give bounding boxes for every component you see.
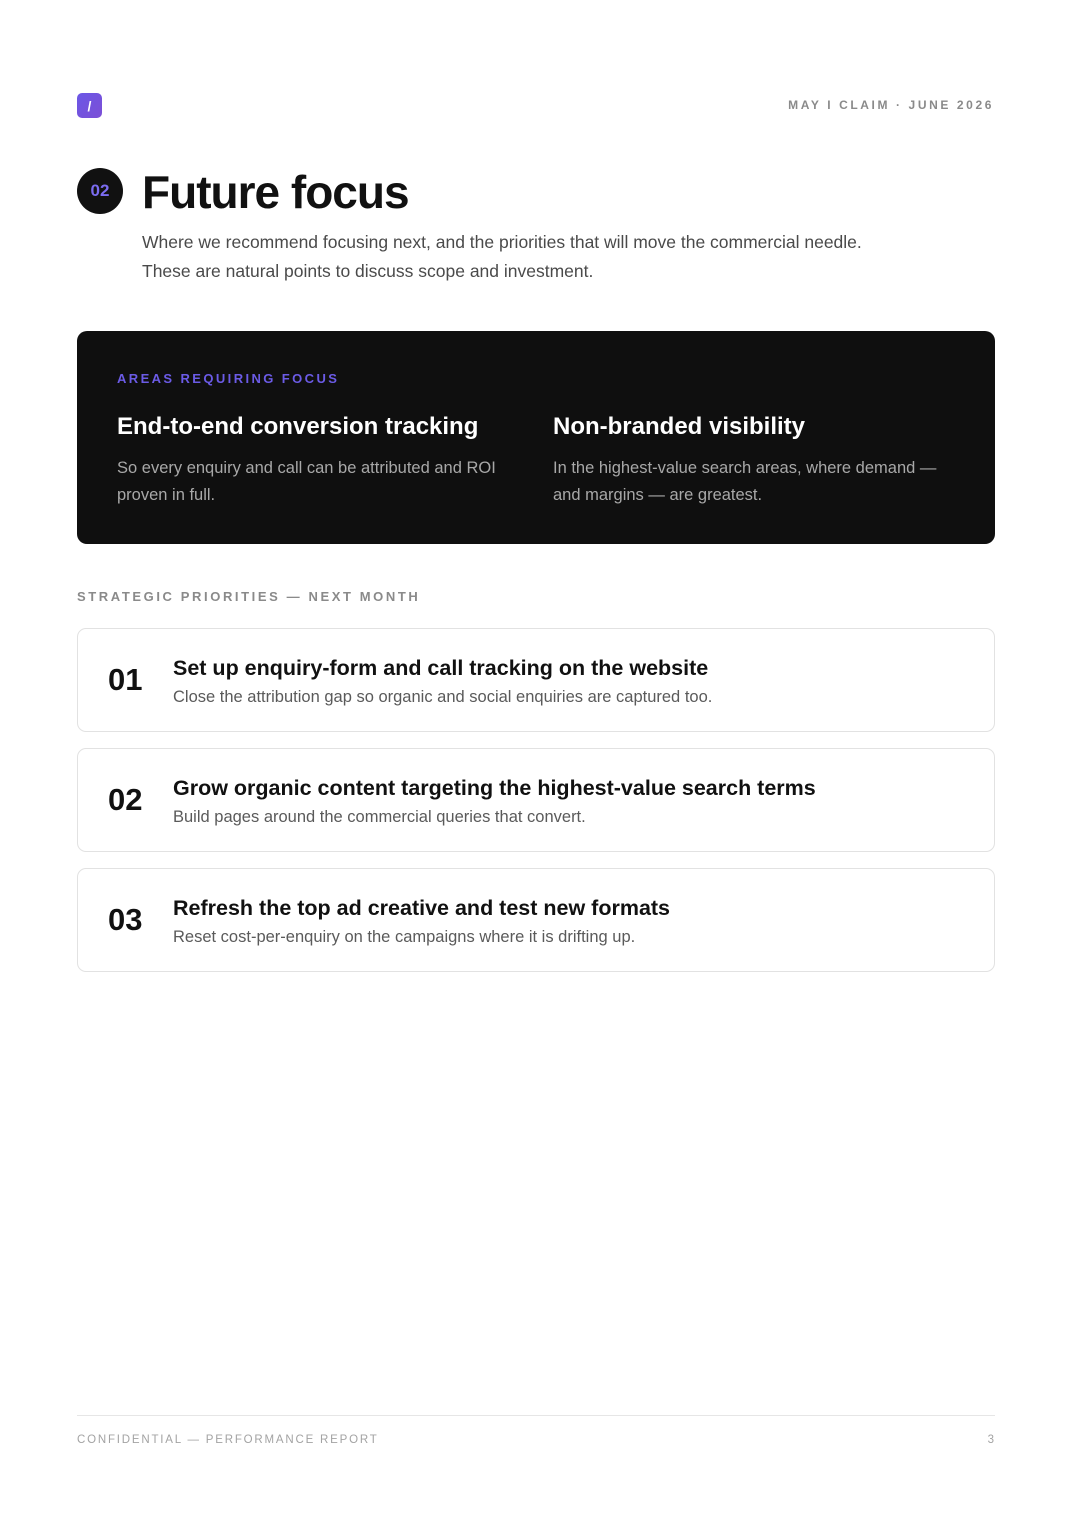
header-meta: MAY I CLAIM · JUNE 2026 [788, 98, 994, 112]
footer-divider [77, 1415, 995, 1416]
priority-card [77, 628, 995, 732]
focus-item-title: Non-branded visibility [553, 413, 806, 440]
focus-panel [77, 331, 995, 544]
priority-title: Set up enquiry-form and call tracking on the website [173, 656, 709, 680]
logo-glyph: / [87, 97, 92, 114]
focus-panel-label: AREAS REQUIRING FOCUS [117, 371, 340, 386]
intro-line: These are natural points to discuss scope and investment. [142, 261, 594, 281]
page-number: 3 [987, 1434, 994, 1446]
focus-item [553, 411, 953, 509]
priorities-label: STRATEGIC PRIORITIES — NEXT MONTH [77, 589, 421, 604]
intro-line: Where we recommend focusing next, and the priorities that will move the commercial needle. [142, 232, 862, 252]
focus-item-title: End-to-end conversion tracking [117, 413, 479, 440]
section-number-badge: 02 [77, 168, 123, 214]
focus-item-description: So every enquiry and call can be attributed and ROI proven in full. [117, 459, 496, 504]
footer-label: CONFIDENTIAL — PERFORMANCE REPORT [77, 1434, 379, 1446]
priority-description: Close the attribution gap so organic and social enquiries are captured too. [173, 688, 713, 706]
focus-item-description: In the highest-value search areas, where demand — and margins — are greatest. [553, 459, 937, 504]
priority-card [77, 748, 995, 852]
priority-number: 02 [108, 782, 143, 817]
priority-description: Build pages around the commercial queries that convert. [173, 808, 586, 826]
priority-card [77, 868, 995, 972]
focus-item [117, 411, 517, 509]
page-title: Future focus [142, 166, 409, 218]
priority-description: Reset cost-per-enquiry on the campaigns where it is drifting up. [173, 928, 636, 946]
brand-logo [77, 93, 102, 118]
priority-title: Grow organic content targeting the highest-value search terms [173, 776, 816, 800]
priority-title: Refresh the top ad creative and test new formats [173, 896, 671, 920]
priority-number: 01 [108, 662, 143, 697]
priority-number: 03 [108, 902, 143, 937]
section-intro [142, 228, 942, 286]
